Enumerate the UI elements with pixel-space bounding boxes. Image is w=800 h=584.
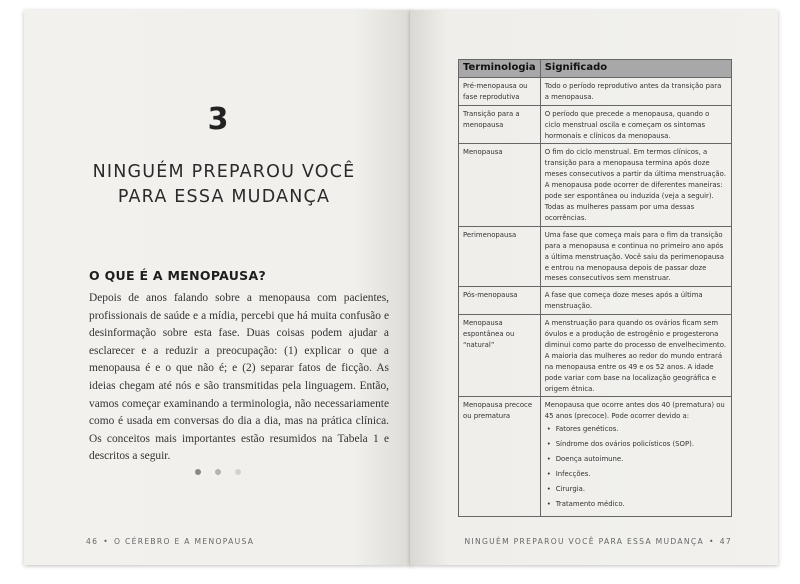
section-heading: O QUE É A MENOPAUSA? (89, 268, 267, 283)
table-row (459, 287, 732, 315)
term-cell: Menopausa (459, 144, 541, 226)
chapter-title-line-1: NINGUÉM PREPAROU VOCÊ (92, 162, 356, 182)
left-footer (86, 537, 254, 546)
ornament-dot (235, 469, 241, 475)
chapter-title-line-2: PARA ESSA MUDANÇA (117, 187, 331, 207)
meaning-text: O fim do ciclo menstrual. Em termos clínicos, a transição para a menopausa termina após doze meses consecutivos a partir da última menstruação. (544, 148, 726, 179)
term-cell: Perimenopausa (459, 226, 541, 287)
column-header-terminologia: Terminologia (459, 60, 541, 78)
page-number-left: 46 (86, 537, 99, 546)
list-item: • Cirurgia. (556, 484, 727, 495)
column-header-significado: Significado (540, 60, 731, 78)
ornament-dot (195, 469, 201, 475)
meaning-cell: O período que precede a menopausa, quando o ciclo menstrual oscila e começam os sintomas hormonais e clínicos da menopausa. (540, 105, 731, 144)
table-row (459, 77, 732, 105)
footer-separator: • (103, 537, 110, 546)
table-row (459, 105, 732, 144)
term-cell: Menopausa espontânea ou “natural” (459, 315, 541, 397)
ornament-dots (24, 462, 412, 480)
ornament-dot (215, 469, 221, 475)
list-item: • Tratamento médico. (556, 499, 727, 510)
term-cell: Transição para a menopausa (459, 105, 541, 144)
page-number-right: 47 (719, 537, 732, 546)
terminology-table (458, 59, 732, 517)
meaning-cell: A fase que começa doze meses após a última menstruação. (540, 287, 731, 315)
table-row (459, 144, 732, 226)
list-item: • Síndrome dos ovários policísticos (SOP). (556, 439, 727, 450)
meaning-text-extra: A menopausa pode ocorrer de diferentes maneiras: pode ser espontânea ou induzida (veja a seguir). Todas as mulheres passam por uma dessas ocorrências. (544, 181, 723, 222)
meaning-cell: A menstruação para quando os ovários ficam sem óvulos e a produção de estrogênio e progesterona diminui como parte do processo de envelhecimento. A maioria das mulheres ao redor do mundo entrará na menopausa entre os 49 e os 52 anos. A idade pode variar com base na localização geográfica e origem étnica. (540, 315, 731, 397)
table-row (459, 315, 732, 397)
table-header-row (459, 60, 732, 78)
body-paragraph: Depois de anos falando sobre a menopausa com pacientes, profissionais de saúde e a mídia, percebi que há muita confusão e desinformação sobre esta fase. Duas coisas podem ajudar a esclarecer e a reduzir a preocupação: (1) explicar o que a menopausa é e o que não é; e (2) separar fatos de ficção. As ideias chegam até nós e são transmitidas pela linguagem. Então, vamos começar examinando a terminologia, não necessariamente como é usada em conversas do dia a dia, mas na prática clínica. Os conceitos mais importantes estão resumidos na Tabela 1 e descritos a seguir. (89, 292, 389, 463)
list-item: • Infecções. (556, 469, 727, 480)
term-cell: Pré-menopausa ou fase reprodutiva (459, 77, 541, 105)
chapter-title (64, 160, 384, 210)
term-cell: Pós-menopausa (459, 287, 541, 315)
causes-list (545, 424, 727, 509)
chapter-number: 3 (207, 102, 229, 137)
running-head-chapter-title: NINGUÉM PREPAROU VOCÊ PARA ESSA MUDANÇA (464, 537, 704, 546)
right-footer (464, 537, 732, 546)
list-item: • Fatores genéticos. (556, 424, 727, 435)
left-page (24, 10, 412, 565)
right-page (410, 10, 778, 565)
running-head-book-title: O CÉREBRO E A MENOPAUSA (114, 537, 255, 546)
meaning-cell: Todo o período reprodutivo antes da transição para a menopausa. (540, 77, 731, 105)
meaning-text: Menopausa que ocorre antes dos 40 (prematura) ou 45 anos (precoce). Pode ocorrer devido a: (544, 401, 725, 421)
table-row (459, 397, 732, 516)
table-row (459, 226, 732, 287)
term-cell: Menopausa precoce ou prematura (459, 397, 541, 516)
footer-separator: • (708, 537, 715, 546)
meaning-cell (540, 397, 731, 516)
list-item: • Doença autoimune. (556, 454, 727, 465)
meaning-cell: Uma fase que começa mais para o fim da transição para a menopausa e continua no primeiro ano após a última menstruação. Você saiu da perimenopausa e entrou na menopausa depois de passar doze meses consecutivos sem menstruar. (540, 226, 731, 287)
meaning-cell (540, 144, 731, 226)
